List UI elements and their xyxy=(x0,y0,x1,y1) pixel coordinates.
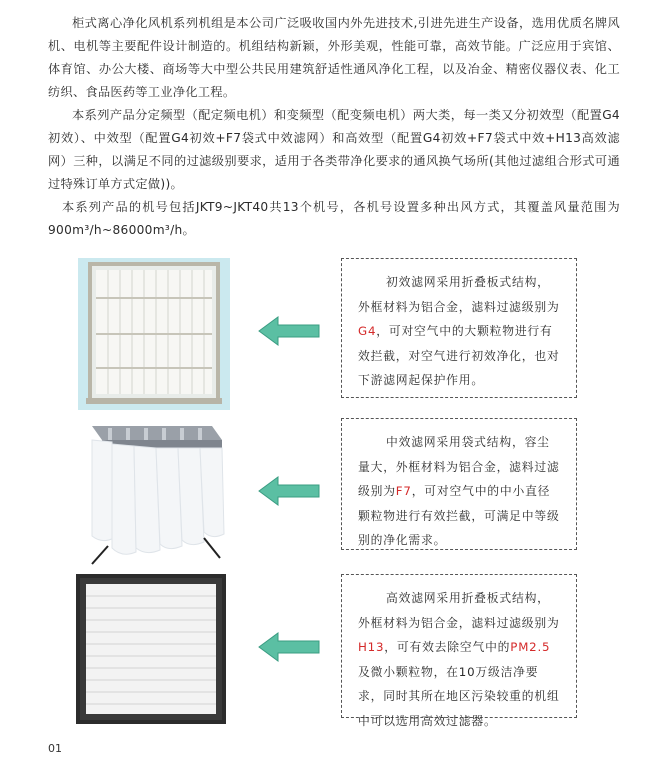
grade-g4: G4 xyxy=(358,324,377,338)
page-number: 01 xyxy=(48,742,62,755)
medium-filter-photo xyxy=(78,418,230,566)
intro-paragraph-2: 本系列产品分定频型（配定频电机）和变频型（配变频电机）两大类，每一类又分初效型（配置G4初效）、中效型（配置G4初效+F7袋式中效滤网）和高效型（配置G4初效+F7袋式中效+H13高效滤网）三种，以满足不同的过滤级别要求，适用于各类带净化要求的通风换气场所(其他过滤组合形式可通过特殊订单方式定做))。 xyxy=(48,108,620,191)
high-filter-description: 高效滤网采用折叠板式结构，外框材料为铝合金，滤料过滤级别为H13，可有效去除空气中的PM2.5及微小颗粒物，在10万级洁净要求，同时其所在地区污染较重的机组中可以选用高效过滤器。 xyxy=(341,574,577,718)
grade-h13: H13 xyxy=(358,640,385,654)
arrow-left-icon xyxy=(258,632,320,662)
arrow-left-icon xyxy=(258,316,320,346)
intro-paragraph-1: 柜式离心净化风机系列机组是本公司广泛吸收国内外先进技术,引进先进生产设备，选用优质名牌风机、电机等主要配件设计制造的。机组结构新颖，外形美观，性能可靠，高效节能。广泛应用于宾馆、体育馆、办公大楼、商场等大中型公共民用建筑舒适性通风净化工程，以及冶金、精密仪器仪表、化工纺织、食品医药等工业净化工程。 xyxy=(48,16,620,99)
primary-filter-photo xyxy=(78,258,230,410)
medium-filter-description: 中效滤网采用袋式结构，容尘量大，外框材料为铝合金，滤料过滤级别为F7，可对空气中的中小直径颗粒物进行有效拦截，可满足中等级别的净化需求。 xyxy=(341,418,577,550)
pm25-label: PM2.5 xyxy=(510,640,551,654)
primary-filter-description: 初效滤网采用折叠板式结构，外框材料为铝合金，滤料过滤级别为G4，可对空气中的大颗粒物进行有效拦截，对空气进行初效净化，也对下游滤网起保护作用。 xyxy=(341,258,577,398)
arrow-left-icon xyxy=(258,476,320,506)
high-filter-photo xyxy=(76,574,226,724)
intro-text xyxy=(48,12,620,242)
intro-paragraph-3: 本系列产品的机号包括JKT9~JKT40共13个机号，各机号设置多种出风方式，其覆盖风量范围为900m³/h~86000m³/h。 xyxy=(48,200,620,237)
grade-f7: F7 xyxy=(395,484,412,498)
